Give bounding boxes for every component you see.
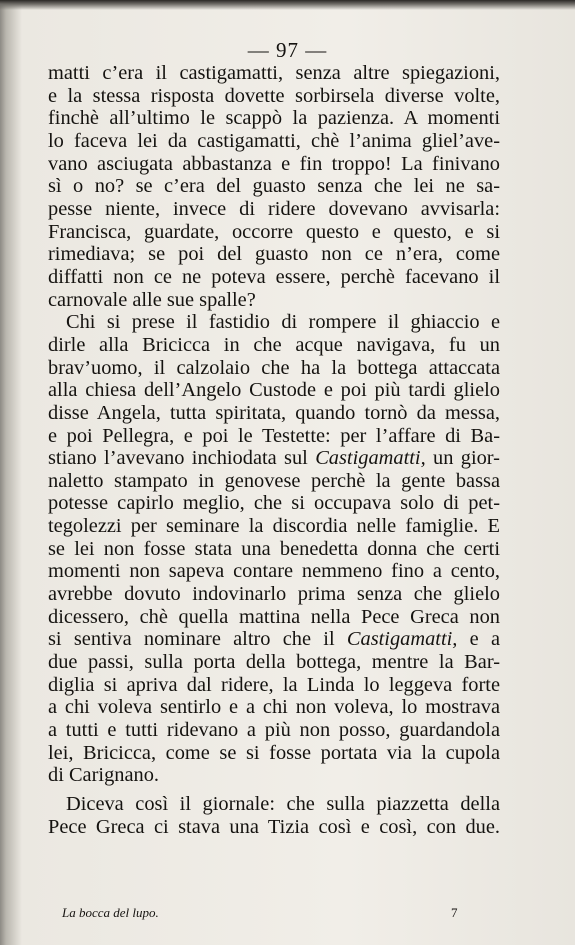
running-footer-title: La bocca del lupo. <box>62 905 159 920</box>
text-line: se lei non fosse stata una benedetta donna che certi <box>48 537 500 560</box>
paragraph-1 <box>48 62 500 311</box>
text-line: diglia si apriva dal ridere, la Linda lo leggeva forte <box>48 673 500 696</box>
paragraph-2 <box>48 311 500 787</box>
text-line: di Carignano. <box>48 764 159 787</box>
page-number-header: — 97 — <box>247 38 328 62</box>
text-line: momenti non sapeva contare nemmeno fino a cento, <box>48 560 500 583</box>
text-line: pesse niente, invece di ridere dovevano avvisarla: <box>48 197 500 220</box>
text-line: a chi voleva sentirlo e a chi non voleva, lo mostrava <box>48 696 500 719</box>
text-line: tegolezzi per seminare la discordia nelle famiglie. E <box>48 515 500 538</box>
text-line: e poi Pellegra, e poi le Testette: per l’affare di Ba- <box>48 424 500 447</box>
body-text <box>48 62 500 838</box>
text-line: Francisca, guardate, occorre questo e questo, e si <box>48 220 500 243</box>
text-line: naletto stampato in genovese perchè la gente bassa <box>48 469 500 492</box>
text-line: finchè all’ultimo le scappò la pazienza. A momenti <box>48 107 500 130</box>
text-line: sì o no? se c’era del guasto senza che lei ne sa- <box>48 175 500 198</box>
text-line: disse Angela, tutta spiritata, quando tornò da messa, <box>48 401 500 424</box>
text-line: dicessero, chè quella mattina nella Pece Greca non <box>48 605 500 628</box>
text-line: carnovale alle sue spalle? <box>48 288 256 311</box>
text-line: Chi si prese il fastidio di rompere il ghiaccio e <box>66 311 500 334</box>
text-fragment: stiano l’avevano inchiodata sul <box>48 447 308 470</box>
text-line: lo faceva lei da castigamatti, chè l’anima gliel’ave- <box>48 129 500 152</box>
text-line: rimediava; se poi del guasto non ce n’era, come <box>48 243 500 266</box>
italic-title: Castigamatti, <box>346 628 458 651</box>
signature-mark: 7 <box>451 905 458 920</box>
paragraph-3 <box>48 793 500 838</box>
text-line <box>48 447 500 470</box>
text-line: alla chiesa dell’Angelo Custode e poi più tardi glielo <box>48 379 500 402</box>
scan-edge-shadow <box>0 0 575 10</box>
text-line: matti c’era il castigamatti, senza altre spiegazioni, <box>48 62 500 84</box>
text-fragment: si sentiva nominare altro che il <box>48 628 335 651</box>
text-line <box>48 628 500 651</box>
text-fragment: un gior- <box>433 447 500 470</box>
text-line: Pece Greca ci stava una Tizia così e così, con due. <box>48 815 500 838</box>
text-line: e la stessa risposta dovette sorbirsela diverse volte, <box>48 84 500 107</box>
text-line: a tutti e tutti ridevano a più non posso, guardandola <box>48 719 500 742</box>
text-line: avrebbe dovuto indovinarlo prima senza che glielo <box>48 583 500 606</box>
text-line: due passi, sulla porta della bottega, mentre la Bar- <box>48 651 500 674</box>
text-line: vano asciugata abbastanza e fin troppo! La finivano <box>48 152 500 175</box>
text-line: potesse capirlo meglio, che si occupava solo di pet- <box>48 492 500 515</box>
text-line: lei, Bricicca, come se si fosse portata via la cupola <box>48 741 500 764</box>
text-line: dirle alla Bricicca in che acque navigava, fu un <box>48 333 500 356</box>
italic-title: Castigamatti, <box>315 447 426 470</box>
text-fragment: e a <box>469 628 500 651</box>
text-line: Diceva così il giornale: che sulla piazzetta della <box>66 793 500 815</box>
text-line: diffatti non ce ne poteva essere, perchè facevano il <box>48 265 500 288</box>
text-line: brav’uomo, il calzolaio che ha la bottega attaccata <box>48 356 500 379</box>
